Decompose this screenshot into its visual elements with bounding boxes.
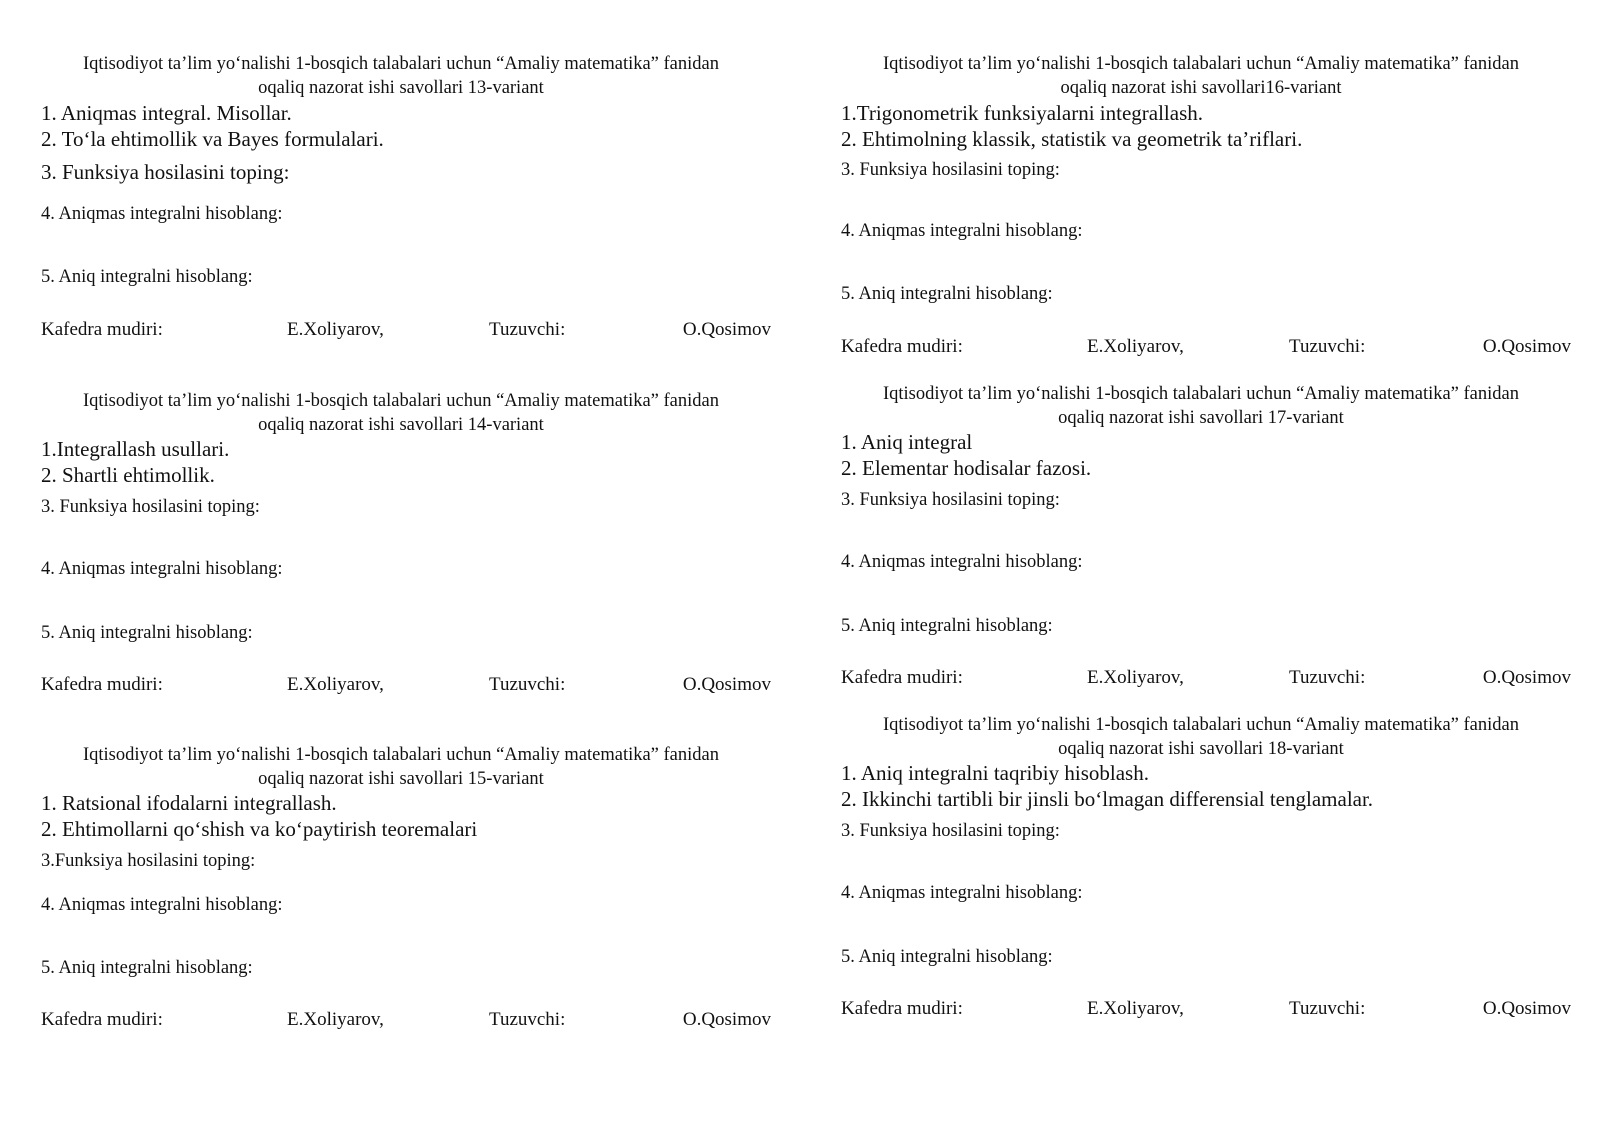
signature-footer xyxy=(841,998,1571,1022)
variant-14 xyxy=(41,389,771,695)
variant-header xyxy=(41,389,761,437)
author-label: Tuzuvchi: xyxy=(1289,336,1366,357)
question-5: 5. Aniq integralni hisoblang: xyxy=(841,947,1053,967)
question-5: 5. Aniq integralni hisoblang: xyxy=(41,623,253,643)
question-4: 4. Aniqmas integralni hisoblang: xyxy=(41,559,283,579)
variant-17 xyxy=(841,382,1571,688)
question-1: 1. Aniq integralni taqribiy hisoblash. xyxy=(841,761,1149,785)
header-line-2: oqaliq nazorat ishi savollari 18-variant xyxy=(1058,739,1344,759)
head-label: Kafedra mudiri: xyxy=(41,1009,163,1030)
question-4: 4. Aniqmas integralni hisoblang: xyxy=(841,221,1083,241)
head-label: Kafedra mudiri: xyxy=(841,336,963,357)
author-name: O.Qosimov xyxy=(682,674,771,695)
question-5: 5. Aniq integralni hisoblang: xyxy=(841,284,1053,304)
question-3: 3. Funksiya hosilasini toping: xyxy=(841,160,1060,180)
question-2: 2. Ikkinchi tartibli bir jinsli bo‘lmagan differensial tenglamalar. xyxy=(841,787,1374,811)
head-label: Kafedra mudiri: xyxy=(41,319,163,340)
header-line-1: Iqtisodiyot ta’lim yo‘nalishi 1-bosqich talabalari uchun “Amaliy matematika” fanidan xyxy=(882,384,1519,404)
header-line-1: Iqtisodiyot ta’lim yo‘nalishi 1-bosqich talabalari uchun “Amaliy matematika” fanidan xyxy=(82,54,719,74)
author-name: O.Qosimov xyxy=(1482,336,1571,357)
question-5: 5. Aniq integralni hisoblang: xyxy=(841,616,1053,636)
question-5: 5. Aniq integralni hisoblang: xyxy=(41,267,253,287)
header-line-2: oqaliq nazorat ishi savollari 14-variant xyxy=(258,415,544,435)
question-2: 2. Ehtimolning klassik, statistik va geometrik ta’riflari. xyxy=(841,127,1303,151)
question-5: 5. Aniq integralni hisoblang: xyxy=(41,958,253,978)
head-name: E.Xoliyarov, xyxy=(1087,336,1184,357)
author-name: O.Qosimov xyxy=(682,1009,771,1030)
variant-18 xyxy=(841,713,1571,1019)
header-line-2: oqaliq nazorat ishi savollari 15-variant xyxy=(258,769,544,789)
question-2: 2. Elementar hodisalar fazosi. xyxy=(841,456,1092,480)
question-4: 4. Aniqmas integralni hisoblang: xyxy=(41,204,283,224)
variant-header xyxy=(841,52,1561,100)
question-4: 4. Aniqmas integralni hisoblang: xyxy=(841,883,1083,903)
variant-15 xyxy=(41,743,771,1030)
signature-footer xyxy=(41,319,771,343)
signature-footer xyxy=(841,336,1571,360)
author-name: O.Qosimov xyxy=(1482,667,1571,688)
variant-header xyxy=(41,743,761,791)
question-2: 2. Shartli ehtimollik. xyxy=(41,463,215,487)
header-line-1: Iqtisodiyot ta’lim yo‘nalishi 1-bosqich talabalari uchun “Amaliy matematika” fanidan xyxy=(82,391,719,411)
variant-16 xyxy=(841,52,1571,357)
question-3: 3.Funksiya hosilasini toping: xyxy=(41,851,256,871)
question-4: 4. Aniqmas integralni hisoblang: xyxy=(41,895,283,915)
author-label: Tuzuvchi: xyxy=(489,319,566,340)
header-line-2: oqaliq nazorat ishi savollari 13-variant xyxy=(258,78,544,98)
header-line-1: Iqtisodiyot ta’lim yo‘nalishi 1-bosqich talabalari uchun “Amaliy matematika” fanidan xyxy=(882,54,1519,74)
variant-13 xyxy=(41,52,771,340)
author-name: O.Qosimov xyxy=(1482,998,1571,1019)
head-label: Kafedra mudiri: xyxy=(841,667,963,688)
author-label: Tuzuvchi: xyxy=(1289,998,1366,1019)
signature-footer xyxy=(41,674,771,698)
question-3: 3. Funksiya hosilasini toping: xyxy=(841,490,1060,510)
signature-footer xyxy=(841,667,1571,691)
question-1: 1.Integrallash usullari. xyxy=(41,437,230,461)
question-4: 4. Aniqmas integralni hisoblang: xyxy=(841,552,1083,572)
variant-header xyxy=(41,52,761,100)
author-name: O.Qosimov xyxy=(682,319,771,340)
author-label: Tuzuvchi: xyxy=(489,674,566,695)
header-line-2: oqaliq nazorat ishi savollari 17-variant xyxy=(1058,408,1344,428)
head-name: E.Xoliyarov, xyxy=(1087,998,1184,1019)
question-1: 1. Aniqmas integral. Misollar. xyxy=(41,101,292,125)
head-label: Kafedra mudiri: xyxy=(841,998,963,1019)
question-3: 3. Funksiya hosilasini toping: xyxy=(41,160,290,184)
question-1: 1. Aniq integral xyxy=(841,430,973,454)
author-label: Tuzuvchi: xyxy=(489,1009,566,1030)
head-name: E.Xoliyarov, xyxy=(287,674,384,695)
question-1: 1. Ratsional ifodalarni integrallash. xyxy=(41,791,337,815)
header-line-1: Iqtisodiyot ta’lim yo‘nalishi 1-bosqich talabalari uchun “Amaliy matematika” fanidan xyxy=(882,715,1519,735)
variant-header xyxy=(841,713,1561,761)
question-3: 3. Funksiya hosilasini toping: xyxy=(841,821,1060,841)
question-1: 1.Trigonometrik funksiyalarni integrallash. xyxy=(841,101,1204,125)
head-name: E.Xoliyarov, xyxy=(287,319,384,340)
head-name: E.Xoliyarov, xyxy=(1087,667,1184,688)
author-label: Tuzuvchi: xyxy=(1289,667,1366,688)
variant-header xyxy=(841,382,1561,430)
head-name: E.Xoliyarov, xyxy=(287,1009,384,1030)
signature-footer xyxy=(41,1009,771,1033)
header-line-2: oqaliq nazorat ishi savollari16-variant xyxy=(1060,78,1342,98)
question-2: 2. Ehtimollarni qo‘shish va ko‘paytirish teoremalari xyxy=(41,817,478,841)
header-line-1: Iqtisodiyot ta’lim yo‘nalishi 1-bosqich talabalari uchun “Amaliy matematika” fanidan xyxy=(82,745,719,765)
head-label: Kafedra mudiri: xyxy=(41,674,163,695)
question-2: 2. To‘la ehtimollik va Bayes formulalari. xyxy=(41,127,384,151)
question-3: 3. Funksiya hosilasini toping: xyxy=(41,497,260,517)
